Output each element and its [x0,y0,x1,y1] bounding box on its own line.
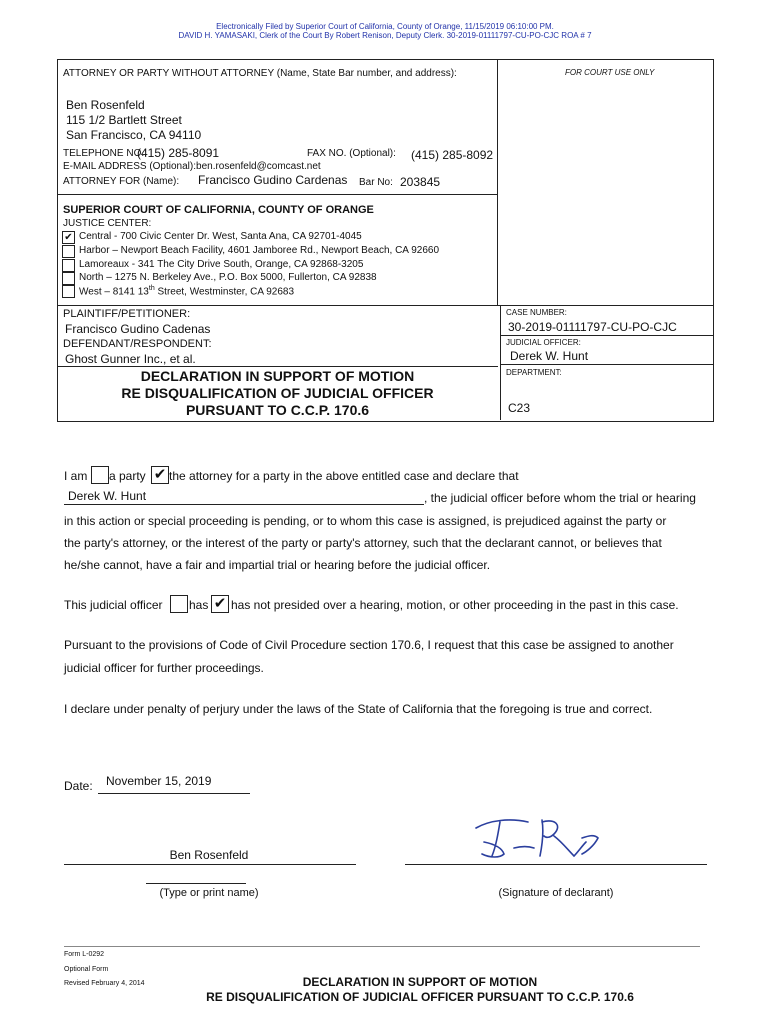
email-label: E-MAIL ADDRESS (Optional): [63,161,197,172]
officer-name-line [64,504,424,505]
para1-line3: the party's attorney, or the interest of the party or party's attorney, such that the declarant cannot, or believes that [64,536,662,550]
department-value: C23 [508,401,531,415]
document-title [57,368,498,419]
printed-name-line [64,864,356,865]
court-title: SUPERIOR COURT OF CALIFORNIA, COUNTY OF ORANGE [63,204,374,216]
para3-line1: Pursuant to the provisions of Code of Civil Procedure section 170.6, I request that this case be assigned to another [64,638,674,652]
footer-optional: Optional Form [64,966,109,973]
footer-revised: Revised February 4, 2014 [64,980,145,987]
footer-divider [64,946,700,947]
this-officer-text: This judicial officer [64,598,163,612]
defendant-value: Ghost Gunner Inc., et al. [65,352,196,366]
para3-line2: judicial officer for further proceedings. [64,661,264,675]
center-label-harbor: Harbor – Newport Beach Facility, 4601 Jamboree Rd., Newport Beach, CA 92660 [79,245,439,256]
attorney-label: ATTORNEY OR PARTY WITHOUT ATTORNEY (Name, State Bar number, and address): [63,68,457,79]
para1-line4: he/she cannot, have a fair and impartial trial or hearing before the judicial officer. [64,558,491,572]
filing-stamp-line2: DAVID H. YAMASAKI, Clerk of the Court By Robert Renison, Deputy Clerk. 30-2019-01111797-CU-PO-CJC ROA # 7 [178,31,592,40]
officer-name-value: Derek W. Hunt [68,489,147,503]
telephone-label: TELEPHONE NO.: [63,148,147,159]
date-line [98,793,250,794]
footer-title2: RE DISQUALIFICATION OF JUDICIAL OFFICER PURSUANT TO C.C.P. 170.6 [206,990,634,1004]
defendant-label: DEFENDANT/RESPONDENT: [63,338,212,350]
footer-title1: DECLARATION IN SUPPORT OF MOTION [302,975,538,989]
attorney-city: San Francisco, CA 94110 [66,128,202,142]
document-title-line1: DECLARATION IN SUPPORT OF MOTION [140,368,415,384]
center-label-west: West – 8141 13th Street, Westminster, CA 92683 [79,285,295,298]
center-label-north: North – 1275 N. Berkeley Ave., P.O. Box 5000, Fullerton, CA 92838 [79,272,377,283]
email-value: ben.rosenfeld@comcast.net [196,161,321,172]
signature-line [405,864,707,865]
attorney-name: Ben Rosenfeld [66,98,145,112]
signature-image [470,812,610,866]
center-label-lamoreaux: Lamoreaux - 341 The City Drive South, Orange, CA 92868-3205 [79,259,364,270]
officer-text: , the judicial officer before whom the trial or hearing [424,491,696,505]
case-number-value: 30-2019-01111797-CU-PO-CJC [508,320,677,334]
party-checkbox[interactable] [91,466,109,484]
para1-line2: in this action or special proceeding is pending, or to whom this case is assigned, is prejudiced against the party or [64,514,667,528]
bar-label: Bar No: [359,177,393,188]
center-checkbox-north[interactable] [62,272,75,285]
center-checkbox-central[interactable]: ✔ [62,231,75,244]
attorney-text: the attorney for a party in the above entitled case and declare that [169,469,519,483]
type-label-underline [146,883,246,884]
attorney-checkbox[interactable]: ✔ [151,466,169,484]
plaintiff-label: PLAINTIFF/PETITIONER: [63,308,191,320]
party-text: a party [109,469,146,483]
has-text: has [189,598,209,612]
document-title-line3: PURSUANT TO C.C.P. 170.6 [185,402,370,418]
type-label: (Type or print name) [159,887,259,899]
has-not-text: has not presided over a hearing, motion, or other proceeding in the past in this case. [231,598,679,612]
court-use-label: FOR COURT USE ONLY [565,68,655,77]
date-value: November 15, 2019 [106,774,212,788]
para4: I declare under penalty of perjury under the laws of the State of California that the foregoing is true and correct. [64,702,653,716]
i-am-text: I am [64,469,88,483]
case-number-label: CASE NUMBER: [506,308,567,317]
date-label: Date: [64,779,93,793]
fax-label: FAX NO. (Optional): [307,148,396,159]
judicial-officer-label: JUDICIAL OFFICER: [506,338,581,347]
fax-value: (415) 285-8092 [411,148,494,162]
has-checkbox[interactable] [170,595,188,613]
filing-stamp-line1: Electronically Filed by Superior Court of California, County of Orange, 11/15/2019 06:10:00 PM. [216,22,554,31]
justice-center-label: JUSTICE CENTER: [63,218,152,229]
center-label-central: Central - 700 Civic Center Dr. West, Santa Ana, CA 92701-4045 [79,231,362,242]
signature-label: (Signature of declarant) [498,887,614,899]
has-not-checkbox[interactable]: ✔ [211,595,229,613]
document-title-line2: RE DISQUALIFICATION OF JUDICIAL OFFICER [121,385,434,401]
email-line [63,161,321,172]
telephone-value: (415) 285-8091 [137,146,220,160]
footer-form: Form L-0292 [64,951,105,958]
judicial-officer-value: Derek W. Hunt [510,349,589,363]
printed-name: Ben Rosenfeld [169,848,249,862]
plaintiff-value: Francisco Gudino Cadenas [65,322,211,336]
department-label: DEPARTMENT: [506,368,562,377]
attorney-for-label: ATTORNEY FOR (Name): [63,176,180,187]
bar-value: 203845 [400,175,441,189]
attorney-street: 115 1/2 Bartlett Street [66,113,182,127]
attorney-for-value: Francisco Gudino Cardenas [198,173,348,187]
center-checkbox-harbor[interactable] [62,245,75,258]
center-checkbox-lamoreaux[interactable] [62,259,75,272]
center-checkbox-west[interactable] [62,285,75,298]
